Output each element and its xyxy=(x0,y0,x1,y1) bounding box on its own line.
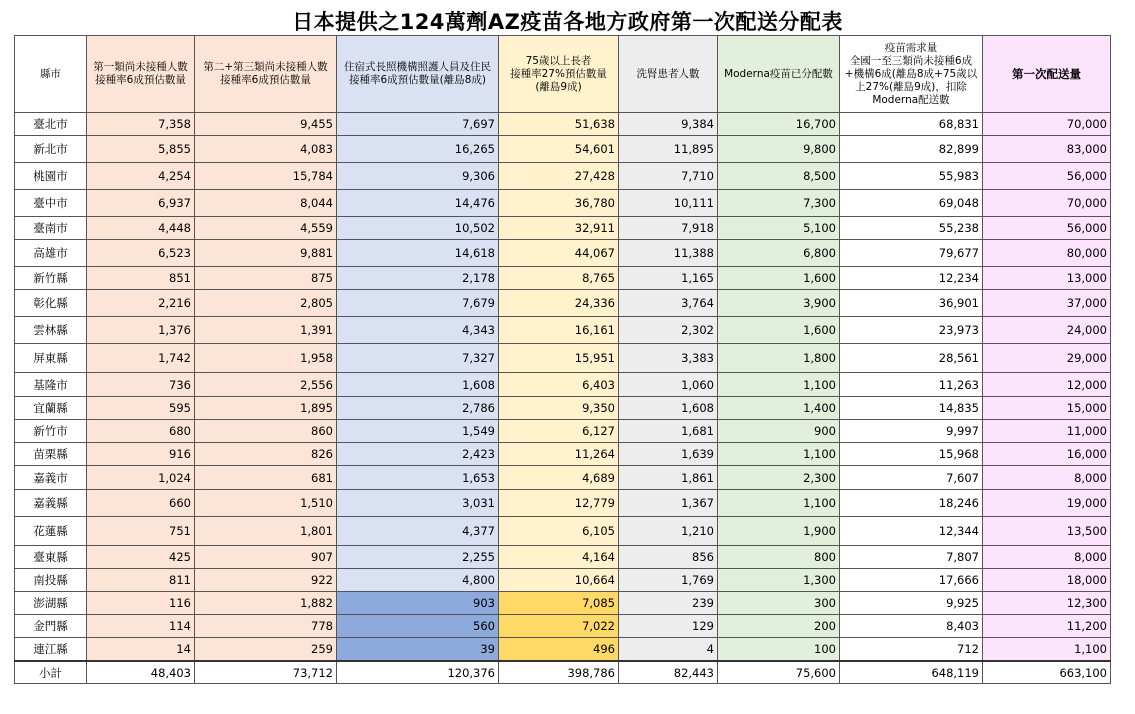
cell-first-delivery: 80,000 xyxy=(983,240,1111,267)
cell-elderly-75: 44,067 xyxy=(499,240,619,267)
cell-category1: 116 xyxy=(87,592,195,615)
cell-ltc-facilities: 1,608 xyxy=(337,373,499,397)
cell-moderna: 3,900 xyxy=(718,290,840,317)
cell-category1: 660 xyxy=(87,490,195,517)
cell-first-delivery: 16,000 xyxy=(983,443,1111,466)
cell-city: 嘉義縣 xyxy=(15,490,87,517)
cell-first-delivery: 8,000 xyxy=(983,466,1111,490)
cell-moderna: 1,600 xyxy=(718,317,840,344)
cell-city: 雲林縣 xyxy=(15,317,87,344)
cell-elderly-75: 51,638 xyxy=(499,113,619,136)
cell-category1: 14 xyxy=(87,638,195,662)
cell-demand: 55,983 xyxy=(840,163,983,190)
table-row xyxy=(15,136,1111,163)
cell-moderna: 300 xyxy=(718,592,840,615)
cell-first-delivery: 11,200 xyxy=(983,615,1111,638)
cell-first-delivery: 56,000 xyxy=(983,217,1111,240)
header-elderly-75: 75歲以上長者 接種率27%預估數量 (離島9成) xyxy=(499,36,619,113)
cell-category1: 425 xyxy=(87,546,195,569)
cell-elderly-75: 7,022 xyxy=(499,615,619,638)
cell-ltc-facilities: 9,306 xyxy=(337,163,499,190)
header-dialysis: 洗腎患者人數 xyxy=(619,36,718,113)
cell-ltc-facilities: 560 xyxy=(337,615,499,638)
cell-ltc-facilities: 4,800 xyxy=(337,569,499,592)
cell-category1: 6,523 xyxy=(87,240,195,267)
cell-ltc-facilities: 7,679 xyxy=(337,290,499,317)
cell-moderna: 6,800 xyxy=(718,240,840,267)
table-row xyxy=(15,267,1111,290)
cell-elderly-75: 4,164 xyxy=(499,546,619,569)
cell-ltc-facilities: 7,697 xyxy=(337,113,499,136)
cell-city: 南投縣 xyxy=(15,569,87,592)
cell-moderna: 800 xyxy=(718,546,840,569)
cell-first-delivery: 13,000 xyxy=(983,267,1111,290)
cell-category2-3: 4,559 xyxy=(195,217,337,240)
cell-elderly-75: 10,664 xyxy=(499,569,619,592)
cell-moderna: 5,100 xyxy=(718,217,840,240)
cell-elderly-75: 27,428 xyxy=(499,163,619,190)
cell-demand: 79,677 xyxy=(840,240,983,267)
cell-city: 宜蘭縣 xyxy=(15,397,87,420)
cell-category1: 916 xyxy=(87,443,195,466)
cell-category2-3: 1,391 xyxy=(195,317,337,344)
table-row xyxy=(15,217,1111,240)
cell-dialysis: 11,388 xyxy=(619,240,718,267)
cell-first-delivery: 37,000 xyxy=(983,290,1111,317)
cell-category2-3: 1,958 xyxy=(195,344,337,373)
cell-moderna: 9,800 xyxy=(718,136,840,163)
cell-first-delivery: 12,000 xyxy=(983,373,1111,397)
header-moderna: Moderna疫苗已分配數 xyxy=(718,36,840,113)
cell-dialysis: 1,060 xyxy=(619,373,718,397)
cell-elderly-75: 496 xyxy=(499,638,619,662)
cell-category2-3: 259 xyxy=(195,638,337,662)
cell-total-label: 小計 xyxy=(15,661,87,684)
cell-first-delivery: 29,000 xyxy=(983,344,1111,373)
table-row xyxy=(15,490,1111,517)
cell-moderna: 1,300 xyxy=(718,569,840,592)
cell-elderly-75: 36,780 xyxy=(499,190,619,217)
cell-first-delivery: 13,500 xyxy=(983,517,1111,546)
cell-demand: 69,048 xyxy=(840,190,983,217)
cell-category1: 680 xyxy=(87,420,195,443)
cell-moderna: 1,100 xyxy=(718,443,840,466)
cell-first-delivery: 56,000 xyxy=(983,163,1111,190)
cell-dialysis: 7,710 xyxy=(619,163,718,190)
cell-category2-3: 9,881 xyxy=(195,240,337,267)
cell-category2-3: 1,801 xyxy=(195,517,337,546)
cell-category2-3: 875 xyxy=(195,267,337,290)
cell-category1: 851 xyxy=(87,267,195,290)
cell-dialysis: 1,210 xyxy=(619,517,718,546)
cell-demand: 9,997 xyxy=(840,420,983,443)
table-row xyxy=(15,420,1111,443)
cell-city: 臺北市 xyxy=(15,113,87,136)
cell-first-delivery: 8,000 xyxy=(983,546,1111,569)
cell-demand: 82,899 xyxy=(840,136,983,163)
cell-first-delivery: 15,000 xyxy=(983,397,1111,420)
cell-demand: 8,403 xyxy=(840,615,983,638)
cell-demand: 9,925 xyxy=(840,592,983,615)
cell-dialysis: 1,681 xyxy=(619,420,718,443)
table-row xyxy=(15,615,1111,638)
cell-category2-3: 1,882 xyxy=(195,592,337,615)
table-row xyxy=(15,546,1111,569)
cell-category1: 751 xyxy=(87,517,195,546)
cell-city: 桃園市 xyxy=(15,163,87,190)
cell-elderly-75: 12,779 xyxy=(499,490,619,517)
cell-category2-3: 2,556 xyxy=(195,373,337,397)
cell-category1: 1,376 xyxy=(87,317,195,344)
cell-first-delivery: 70,000 xyxy=(983,113,1111,136)
cell-elderly-75: 6,403 xyxy=(499,373,619,397)
cell-city: 新竹縣 xyxy=(15,267,87,290)
cell-demand: 36,901 xyxy=(840,290,983,317)
cell-moderna: 1,900 xyxy=(718,517,840,546)
cell-elderly-75: 32,911 xyxy=(499,217,619,240)
cell-category1: 736 xyxy=(87,373,195,397)
cell-elderly-75: 24,336 xyxy=(499,290,619,317)
cell-category1: 1,024 xyxy=(87,466,195,490)
cell-elderly-75: 7,085 xyxy=(499,592,619,615)
cell-elderly-75: 4,689 xyxy=(499,466,619,490)
cell-demand: 12,234 xyxy=(840,267,983,290)
cell-ltc-facilities: 7,327 xyxy=(337,344,499,373)
cell-moderna: 2,300 xyxy=(718,466,840,490)
cell-category2-3: 826 xyxy=(195,443,337,466)
table-row xyxy=(15,569,1111,592)
cell-dialysis: 3,764 xyxy=(619,290,718,317)
cell-ltc-facilities: 2,178 xyxy=(337,267,499,290)
cell-total-elderly-75: 398,786 xyxy=(499,661,619,684)
header-category2-3: 第二+第三類尚未接種人數 接種率6成預估數量 xyxy=(195,36,337,113)
cell-city: 基隆市 xyxy=(15,373,87,397)
cell-total-demand: 648,119 xyxy=(840,661,983,684)
cell-ltc-facilities: 1,549 xyxy=(337,420,499,443)
cell-dialysis: 129 xyxy=(619,615,718,638)
cell-moderna: 1,400 xyxy=(718,397,840,420)
cell-total-ltc-facilities: 120,376 xyxy=(337,661,499,684)
cell-elderly-75: 11,264 xyxy=(499,443,619,466)
cell-city: 高雄市 xyxy=(15,240,87,267)
cell-moderna: 8,500 xyxy=(718,163,840,190)
header-category1: 第一類尚未接種人數 接種率6成預估數量 xyxy=(87,36,195,113)
cell-dialysis: 10,111 xyxy=(619,190,718,217)
cell-category1: 5,855 xyxy=(87,136,195,163)
cell-ltc-facilities: 4,343 xyxy=(337,317,499,344)
cell-category2-3: 778 xyxy=(195,615,337,638)
cell-ltc-facilities: 2,423 xyxy=(337,443,499,466)
allocation-table xyxy=(14,35,1111,684)
cell-category2-3: 922 xyxy=(195,569,337,592)
cell-elderly-75: 15,951 xyxy=(499,344,619,373)
cell-first-delivery: 24,000 xyxy=(983,317,1111,344)
cell-city: 苗栗縣 xyxy=(15,443,87,466)
cell-ltc-facilities: 10,502 xyxy=(337,217,499,240)
cell-dialysis: 856 xyxy=(619,546,718,569)
table-row xyxy=(15,397,1111,420)
cell-ltc-facilities: 14,476 xyxy=(337,190,499,217)
cell-ltc-facilities: 903 xyxy=(337,592,499,615)
cell-city: 彰化縣 xyxy=(15,290,87,317)
cell-demand: 11,263 xyxy=(840,373,983,397)
table-row xyxy=(15,638,1111,662)
table-row xyxy=(15,163,1111,190)
cell-category1: 4,448 xyxy=(87,217,195,240)
cell-category1: 6,937 xyxy=(87,190,195,217)
table-row xyxy=(15,290,1111,317)
cell-category2-3: 1,510 xyxy=(195,490,337,517)
cell-ltc-facilities: 1,653 xyxy=(337,466,499,490)
cell-moderna: 1,100 xyxy=(718,490,840,517)
cell-city: 金門縣 xyxy=(15,615,87,638)
header-first-delivery: 第一次配送量 xyxy=(983,36,1111,113)
cell-dialysis: 1,165 xyxy=(619,267,718,290)
cell-ltc-facilities: 16,265 xyxy=(337,136,499,163)
cell-city: 屏東縣 xyxy=(15,344,87,373)
page-title: 日本提供之124萬劑AZ疫苗各地方政府第一次配送分配表 xyxy=(292,10,843,34)
cell-demand: 17,666 xyxy=(840,569,983,592)
cell-dialysis: 2,302 xyxy=(619,317,718,344)
cell-ltc-facilities: 3,031 xyxy=(337,490,499,517)
cell-elderly-75: 8,765 xyxy=(499,267,619,290)
cell-moderna: 16,700 xyxy=(718,113,840,136)
cell-ltc-facilities: 4,377 xyxy=(337,517,499,546)
cell-dialysis: 1,608 xyxy=(619,397,718,420)
cell-total-category2-3: 73,712 xyxy=(195,661,337,684)
cell-dialysis: 4 xyxy=(619,638,718,662)
cell-city: 連江縣 xyxy=(15,638,87,662)
cell-city: 花蓮縣 xyxy=(15,517,87,546)
header-demand: 疫苗需求量 全國一至三類尚未接種6成+機構6成(離島8成+75歲以上27%(離島9成)，扣除Moderna配送數 xyxy=(840,36,983,113)
table-row xyxy=(15,317,1111,344)
cell-total-first-delivery: 663,100 xyxy=(983,661,1111,684)
header-city: 縣市 xyxy=(15,36,87,113)
cell-city: 臺中市 xyxy=(15,190,87,217)
table-row xyxy=(15,190,1111,217)
cell-moderna: 1,800 xyxy=(718,344,840,373)
cell-ltc-facilities: 2,786 xyxy=(337,397,499,420)
cell-demand: 28,561 xyxy=(840,344,983,373)
cell-ltc-facilities: 2,255 xyxy=(337,546,499,569)
cell-dialysis: 3,383 xyxy=(619,344,718,373)
cell-city: 臺東縣 xyxy=(15,546,87,569)
cell-category2-3: 681 xyxy=(195,466,337,490)
table-row xyxy=(15,592,1111,615)
cell-demand: 55,238 xyxy=(840,217,983,240)
cell-moderna: 900 xyxy=(718,420,840,443)
cell-first-delivery: 1,100 xyxy=(983,638,1111,662)
cell-dialysis: 1,367 xyxy=(619,490,718,517)
cell-first-delivery: 70,000 xyxy=(983,190,1111,217)
cell-category1: 4,254 xyxy=(87,163,195,190)
cell-dialysis: 1,639 xyxy=(619,443,718,466)
cell-city: 臺南市 xyxy=(15,217,87,240)
cell-elderly-75: 9,350 xyxy=(499,397,619,420)
table-row xyxy=(15,240,1111,267)
cell-demand: 23,973 xyxy=(840,317,983,344)
cell-ltc-facilities: 14,618 xyxy=(337,240,499,267)
cell-moderna: 1,600 xyxy=(718,267,840,290)
cell-demand: 12,344 xyxy=(840,517,983,546)
cell-demand: 7,607 xyxy=(840,466,983,490)
cell-elderly-75: 54,601 xyxy=(499,136,619,163)
table-row xyxy=(15,373,1111,397)
cell-city: 澎湖縣 xyxy=(15,592,87,615)
cell-dialysis: 1,861 xyxy=(619,466,718,490)
cell-dialysis: 11,895 xyxy=(619,136,718,163)
cell-moderna: 200 xyxy=(718,615,840,638)
cell-demand: 68,831 xyxy=(840,113,983,136)
cell-dialysis: 239 xyxy=(619,592,718,615)
header-row xyxy=(15,36,1111,113)
cell-city: 新竹市 xyxy=(15,420,87,443)
cell-category1: 1,742 xyxy=(87,344,195,373)
table-row xyxy=(15,443,1111,466)
cell-first-delivery: 83,000 xyxy=(983,136,1111,163)
cell-demand: 7,807 xyxy=(840,546,983,569)
cell-city: 嘉義市 xyxy=(15,466,87,490)
cell-dialysis: 9,384 xyxy=(619,113,718,136)
cell-demand: 15,968 xyxy=(840,443,983,466)
cell-demand: 712 xyxy=(840,638,983,662)
cell-moderna: 100 xyxy=(718,638,840,662)
cell-ltc-facilities: 39 xyxy=(337,638,499,662)
cell-moderna: 7,300 xyxy=(718,190,840,217)
cell-category2-3: 9,455 xyxy=(195,113,337,136)
cell-city: 新北市 xyxy=(15,136,87,163)
cell-first-delivery: 18,000 xyxy=(983,569,1111,592)
cell-category1: 2,216 xyxy=(87,290,195,317)
cell-demand: 18,246 xyxy=(840,490,983,517)
total-row xyxy=(15,661,1111,684)
cell-category1: 595 xyxy=(87,397,195,420)
table-row xyxy=(15,344,1111,373)
cell-category1: 114 xyxy=(87,615,195,638)
cell-category2-3: 2,805 xyxy=(195,290,337,317)
cell-first-delivery: 19,000 xyxy=(983,490,1111,517)
cell-category1: 7,358 xyxy=(87,113,195,136)
cell-category2-3: 8,044 xyxy=(195,190,337,217)
cell-elderly-75: 16,161 xyxy=(499,317,619,344)
cell-elderly-75: 6,105 xyxy=(499,517,619,546)
cell-dialysis: 7,918 xyxy=(619,217,718,240)
cell-category2-3: 4,083 xyxy=(195,136,337,163)
cell-total-moderna: 75,600 xyxy=(718,661,840,684)
cell-category2-3: 15,784 xyxy=(195,163,337,190)
cell-category2-3: 907 xyxy=(195,546,337,569)
cell-moderna: 1,100 xyxy=(718,373,840,397)
table-row xyxy=(15,517,1111,546)
table-body xyxy=(15,113,1111,684)
cell-total-category1: 48,403 xyxy=(87,661,195,684)
cell-elderly-75: 6,127 xyxy=(499,420,619,443)
cell-first-delivery: 12,300 xyxy=(983,592,1111,615)
cell-category2-3: 1,895 xyxy=(195,397,337,420)
cell-demand: 14,835 xyxy=(840,397,983,420)
cell-category1: 811 xyxy=(87,569,195,592)
cell-dialysis: 1,769 xyxy=(619,569,718,592)
cell-total-dialysis: 82,443 xyxy=(619,661,718,684)
table-row xyxy=(15,113,1111,136)
cell-category2-3: 860 xyxy=(195,420,337,443)
table-row xyxy=(15,466,1111,490)
header-ltc-facilities: 住宿式長照機構照護人員及住民 接種率6成預估數量(離島8成) xyxy=(337,36,499,113)
cell-first-delivery: 11,000 xyxy=(983,420,1111,443)
